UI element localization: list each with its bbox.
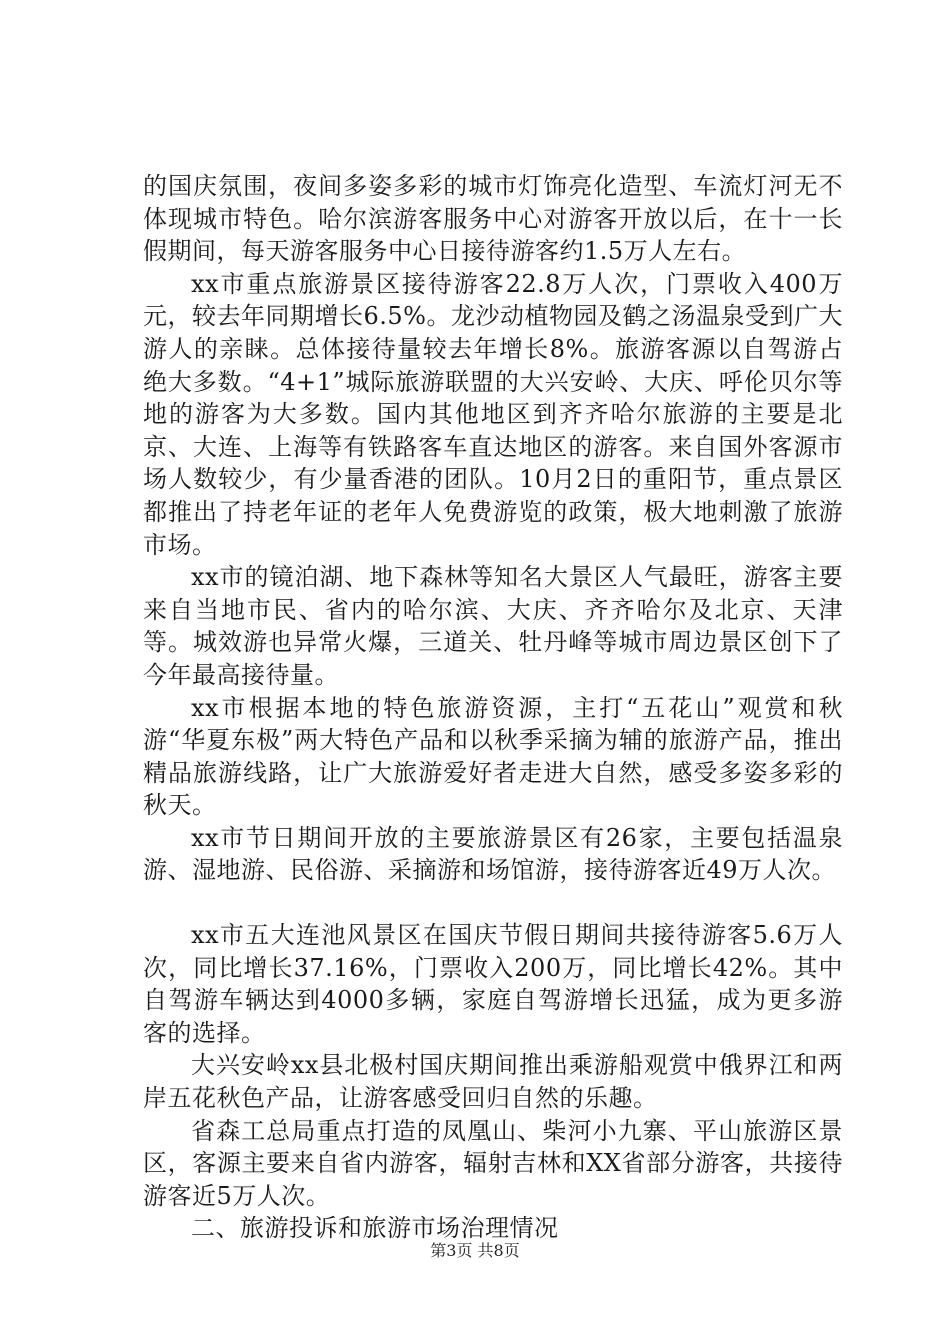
paragraph-6: xx市五大连池风景区在国庆节假日期间共接待游客5.6万人次，同比增长37.16%，门票收入200万，同比增长42%。其中自驾游车辆达到4000多辆，家庭自驾游增长迅猛，成为更多游客的选择。 — [143, 921, 843, 1047]
paragraph-7: 大兴安岭xx县北极村国庆期间推出乘游船观赏中俄界江和两岸五花秋色产品，让游客感受回归自然的乐趣。 — [143, 1051, 843, 1113]
paragraph-8: 省森工总局重点打造的凤凰山、柴河小九寨、平山旅游区景区，客源主要来自省内游客，辐射吉林和XX省部分游客，共接待游客近5万人次。 — [143, 1116, 843, 1210]
paragraph-gap — [143, 887, 843, 919]
paragraph-2: xx市重点旅游景区接待游客22.8万人次，门票收入400万元，较去年同期增长6.5%。龙沙动植物园及鹤之汤温泉受到广大游人的亲睐。总体接待量较去年增长8%。旅游客源以自驾游占绝大多数。“4+1”城际旅游联盟的大兴安岭、大庆、呼伦贝尔等地的游客为大多数。国内其他地区到齐齐哈尔旅游的主要是北京、大连、上海等有铁路客车直达地区的游客。来自国外客源市场人数较少，有少量香港的团队。10月2日的重阳节，重点景区都推出了持老年证的老年人免费游览的政策，极大地刺激了旅游市场。 — [143, 269, 843, 559]
section-heading: 二、旅游投诉和旅游市场治理情况 — [191, 1214, 559, 1243]
document-body — [143, 170, 843, 1245]
page-number: 第3页 共8页 — [430, 1241, 520, 1260]
paragraph-4: xx市根据本地的特色旅游资源，主打“五花山”观赏和秋游“华夏东极”两大特色产品和以秋季采摘为辅的旅游产品，推出精品旅游线路，让广大旅游爱好者走进大自然，感受多姿多彩的秋天。 — [143, 693, 843, 820]
paragraph-1: 的国庆氛围，夜间多姿多彩的城市灯饰亮化造型、车流灯河无不体现城市特色。哈尔滨游客服务中心对游客开放以后，在十一长假期间，每天游客服务中心日接待游客约1.5万人左右。 — [143, 172, 843, 266]
paragraph-3: xx市的镜泊湖、地下森林等知名大景区人气最旺，游客主要来自当地市民、省内的哈尔滨、大庆、齐齐哈尔及北京、天津等。城效游也异常火爆，三道关、牡丹峰等城市周边景区创下了今年最高接待量。 — [143, 563, 843, 689]
paragraph-5: xx市节日期间开放的主要旅游景区有26家，主要包括温泉游、湿地游、民俗游、采摘游和场馆游，接待游客近49万人次。 — [143, 823, 843, 885]
